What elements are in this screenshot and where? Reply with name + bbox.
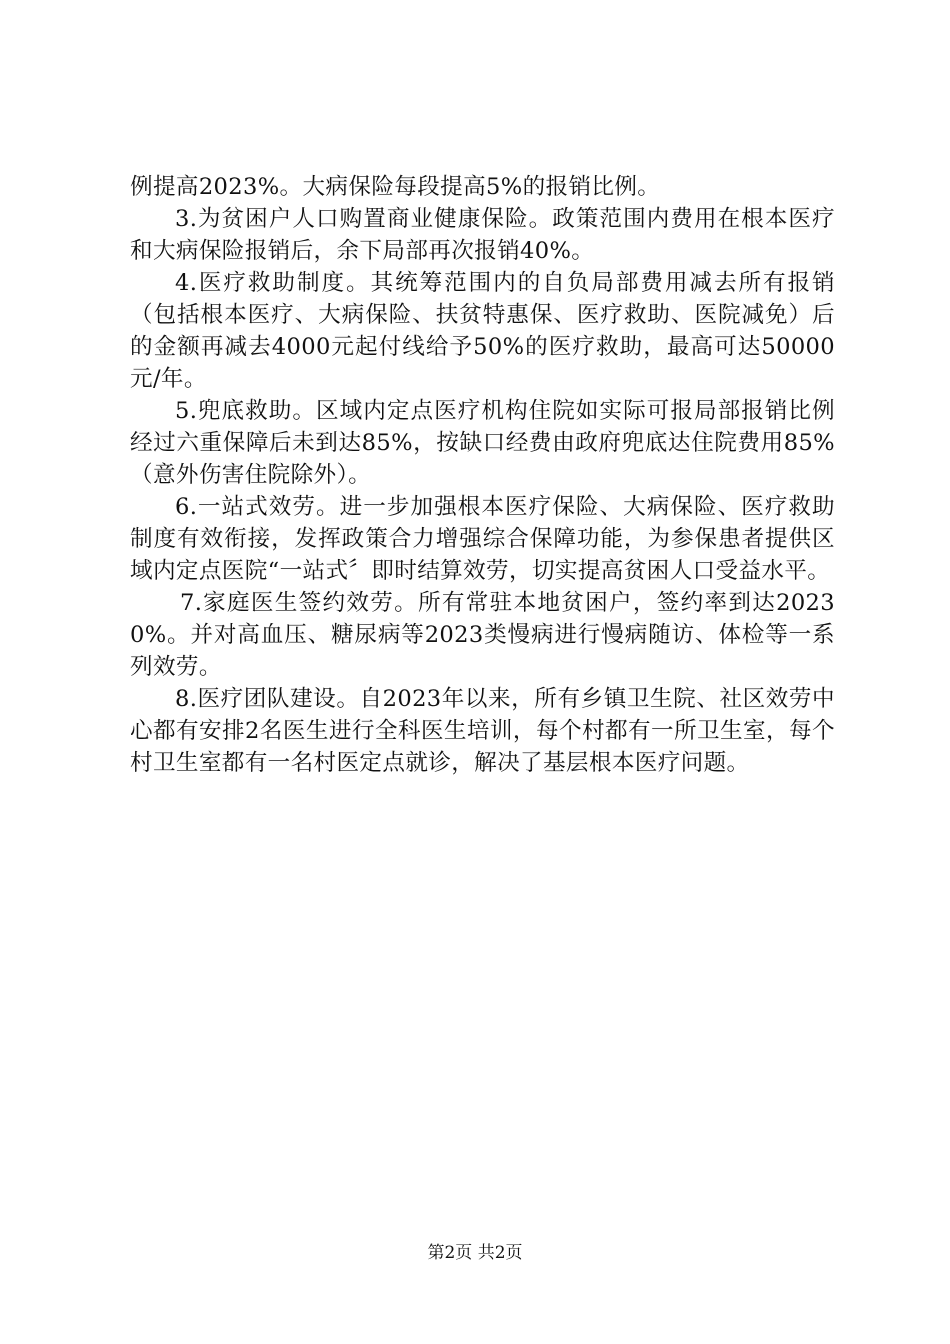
paragraph-item-8: 8.医疗团队建设。自2023年以来，所有乡镇卫生院、社区效劳中心都有安排2名医生进行全科医生培训，每个村都有一所卫生室，每个村卫生室都有一名村医定点就诊，解决了基层根本医疗问题。 bbox=[130, 686, 835, 776]
paragraph-item-7: 7.家庭医生签约效劳。所有常驻本地贫困户，签约率到达20230%。并对高血压、糖尿病等2023类慢病进行慢病随访、体检等一系列效劳。 bbox=[130, 590, 835, 680]
paragraph-item-6: 6.一站式效劳。进一步加强根本医疗保险、大病保险、医疗救助制度有效衔接，发挥政策合力增强综合保障功能，为参保患者提供区域内定点医院“一站式〞即时结算效劳，切实提高贫困人口受益水平。 bbox=[130, 494, 835, 584]
paragraph-item-4: 4.医疗救助制度。其统筹范围内的自负局部费用减去所有报销（包括根本医疗、大病保险、扶贫特惠保、医疗救助、医院减免）后的金额再减去4000元起付线给予50%的医疗救助，最高可达50000元/年。 bbox=[130, 270, 835, 392]
page-number-footer: 第2页 共2页 bbox=[427, 1243, 523, 1263]
document-body bbox=[130, 171, 835, 779]
paragraph-continuation: 例提高2023%。大病保险每段提高5%的报销比例。 bbox=[130, 174, 661, 200]
paragraph-item-3: 3.为贫困户人口购置商业健康保险。政策范围内费用在根本医疗和大病保险报销后，余下局部再次报销40%。 bbox=[130, 206, 835, 264]
paragraph-item-5: 5.兜底救助。区域内定点医疗机构住院如实际可报局部报销比例经过六重保障后未到达85%，按缺口经费由政府兜底达住院费用85%（意外伤害住院除外）。 bbox=[130, 398, 835, 488]
